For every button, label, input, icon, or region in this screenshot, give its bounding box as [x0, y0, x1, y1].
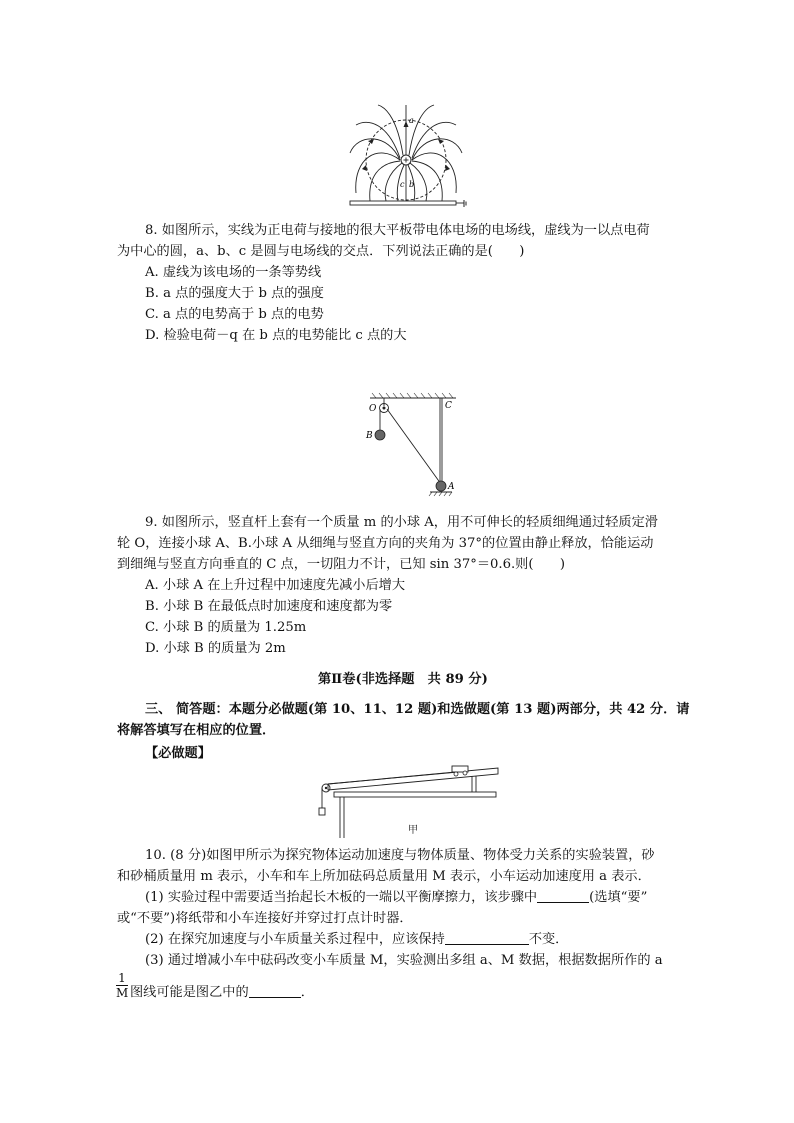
q10-part3-text: 图线可能是图乙中的 — [130, 985, 249, 1000]
q10-part2-text-a: (2) 在探究加速度与小车质量关系过程中，应该保持 — [145, 932, 445, 947]
section2-instr-line1: 三、 简答题：本题分必做题(第 10、11、12 题)和选做题(第 13 题)两部分，共 42 分．请 — [145, 702, 690, 717]
q8-stem-line1: 8. 如图所示，实线为正电荷与接地的很大平板带电体电场的电场线，虚线为一以点电荷 — [145, 223, 650, 238]
q10-part1-line1 — [145, 888, 647, 908]
q10-part2-blank[interactable] — [445, 930, 529, 945]
required-heading: 【必做题】 — [145, 746, 211, 761]
q8-label-a: a — [409, 116, 414, 125]
q9-stem-line3: 到细绳与竖直方向垂直的 C 点，一切阻力不计，已知 sin 37°＝0.6.则( ) — [117, 557, 566, 572]
section2-instr-line2: 将解答填写在相应的位置． — [117, 723, 276, 738]
q10-fraction-denominator: M — [116, 986, 129, 1000]
q10-part3-line1: (3) 通过增减小车中砝码改变小车质量 M，实验测出多组 a、M 数据，根据数据所作的 a — [145, 953, 663, 968]
q8-label-b: b — [409, 180, 415, 189]
q9-label-O: O — [369, 404, 377, 414]
q10-part3-blank[interactable] — [249, 983, 301, 998]
q10-part1-blank[interactable] — [537, 888, 589, 903]
q10-part3-line2 — [130, 983, 314, 1003]
q10-fraction-numerator: 1 — [118, 971, 126, 985]
q10-part1-text-b: (选填“要” — [589, 890, 648, 905]
q8-option-c: C. a 点的电势高于 b 点的电势 — [145, 307, 324, 322]
q9-option-d: D. 小球 B 的质量为 2m — [145, 641, 286, 656]
q10-stem-line2: 和砂桶质量用 m 表示，小车和车上所加砝码总质量用 M 表示，小车运动加速度用 a 表示． — [117, 869, 651, 884]
q10-fraction — [116, 972, 128, 999]
q9-label-A: A — [448, 482, 455, 492]
q10-part3-end: ． — [300, 985, 314, 1000]
q10-part2-line — [145, 930, 568, 950]
q9-label-C: C — [445, 401, 452, 411]
q8-stem-line2: 为中心的圆，a、b、c 是圆与电场线的交点．下列说法正确的是( ) — [117, 244, 525, 259]
q8-label-c: c — [400, 180, 405, 189]
section2-title: 第Ⅱ卷(非选择题 共 89 分) — [318, 672, 488, 687]
q10-part1-line2: 或“不要”)将纸带和小车连接好并穿过打点计时器． — [117, 911, 413, 926]
q8-field-figure — [348, 103, 472, 213]
q9-stem-line1: 9. 如图所示，竖直杆上套有一个质量 m 的小球 A，用不可伸长的轻质细绳通过轻质定滑 — [145, 515, 658, 530]
q10-figure-caption: 甲 — [408, 825, 418, 836]
q8-option-a: A. 虚线为该电场的一条等势线 — [145, 265, 322, 280]
q8-option-b: B. a 点的强度大于 b 点的强度 — [145, 286, 324, 301]
q9-option-b: B. 小球 B 在最低点时加速度和速度都为零 — [145, 599, 393, 614]
q9-option-c: C. 小球 B 的质量为 1.25m — [145, 620, 307, 635]
q9-stem-line2: 轮 O，连接小球 A、B.小球 A 从细绳与竖直方向的夹角为 37°的位置由静止释放，恰能运动 — [117, 536, 654, 551]
q9-pulley-figure — [364, 392, 464, 502]
q10-stem-line1: 10. (8 分)如图甲所示为探究物体运动加速度与物体质量、物体受力关系的实验装置，砂 — [145, 848, 655, 863]
q9-option-a: A. 小球 A 在上升过程中加速度先减小后增大 — [145, 578, 406, 593]
q8-option-d: D. 检验电荷－q 在 b 点的电势能比 c 点的大 — [145, 328, 407, 343]
q9-label-B: B — [366, 431, 373, 441]
q10-part1-text-a: (1) 实验过程中需要适当抬起长木板的一端以平衡摩擦力，该步骤中 — [145, 890, 538, 905]
q10-part2-text-b: 不变． — [528, 932, 569, 947]
